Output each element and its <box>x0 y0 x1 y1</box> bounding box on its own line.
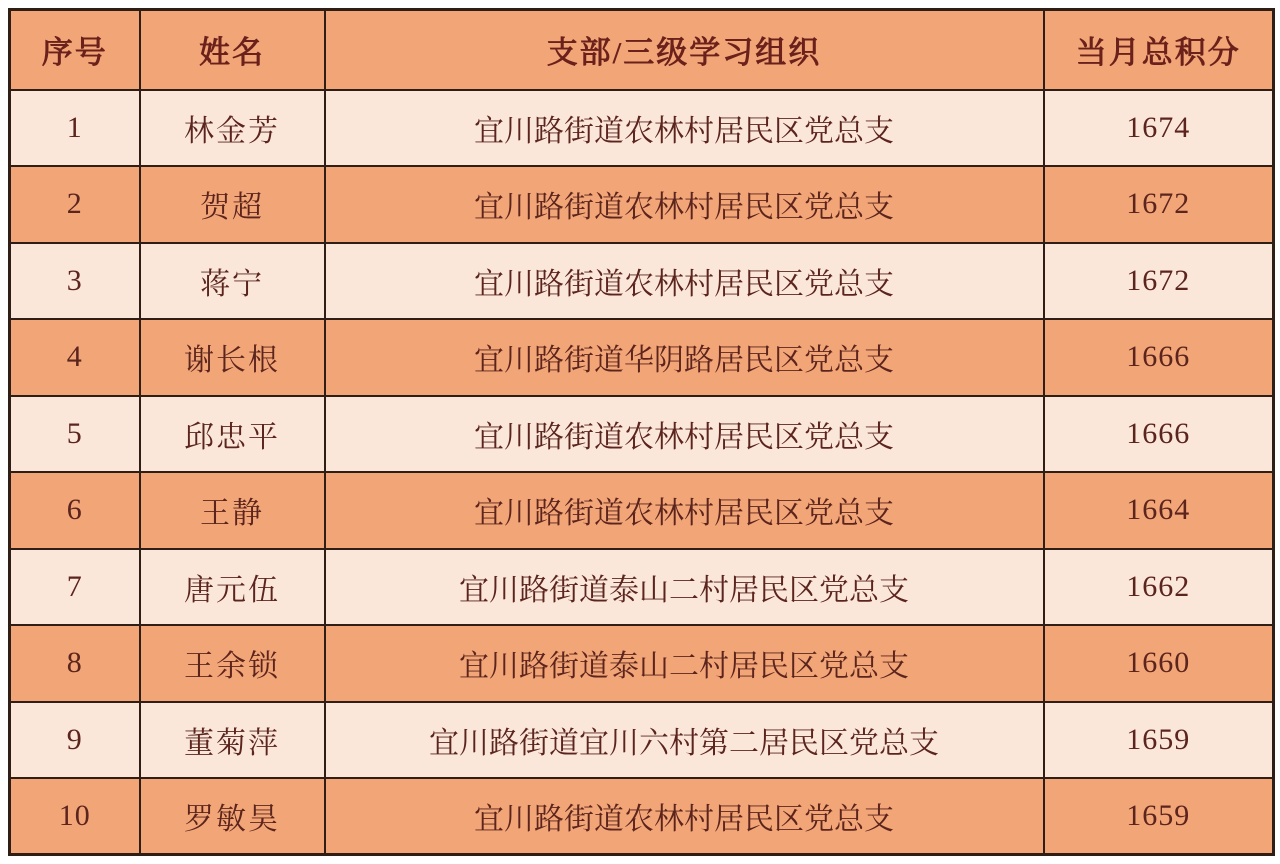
cell-org: 宜川路街道农林村居民区党总支 <box>325 243 1044 320</box>
table-row <box>10 396 1274 473</box>
ranking-table-container <box>8 8 1272 856</box>
table-row <box>10 90 1274 167</box>
cell-score: 1662 <box>1044 549 1274 626</box>
cell-index: 3 <box>10 243 140 320</box>
cell-name: 罗敏昊 <box>140 778 325 855</box>
cell-index: 4 <box>10 319 140 396</box>
cell-index: 1 <box>10 90 140 167</box>
table-row <box>10 472 1274 549</box>
cell-score: 1664 <box>1044 472 1274 549</box>
cell-score: 1672 <box>1044 166 1274 243</box>
cell-name: 唐元伍 <box>140 549 325 626</box>
table-row <box>10 166 1274 243</box>
cell-name: 贺超 <box>140 166 325 243</box>
cell-score: 1659 <box>1044 702 1274 779</box>
cell-org: 宜川路街道农林村居民区党总支 <box>325 166 1044 243</box>
cell-org: 宜川路街道农林村居民区党总支 <box>325 778 1044 855</box>
cell-name: 邱忠平 <box>140 396 325 473</box>
cell-index: 6 <box>10 472 140 549</box>
column-header-score: 当月总积分 <box>1044 10 1274 90</box>
cell-score: 1666 <box>1044 319 1274 396</box>
table-row <box>10 778 1274 855</box>
table-header-row <box>10 10 1274 90</box>
cell-name: 谢长根 <box>140 319 325 396</box>
column-header-index: 序号 <box>10 10 140 90</box>
cell-index: 9 <box>10 702 140 779</box>
cell-org: 宜川路街道农林村居民区党总支 <box>325 90 1044 167</box>
cell-name: 王余锁 <box>140 625 325 702</box>
cell-score: 1659 <box>1044 778 1274 855</box>
cell-name: 林金芳 <box>140 90 325 167</box>
cell-org: 宜川路街道农林村居民区党总支 <box>325 472 1044 549</box>
cell-org: 宜川路街道宜川六村第二居民区党总支 <box>325 702 1044 779</box>
table-row <box>10 243 1274 320</box>
cell-org: 宜川路街道农林村居民区党总支 <box>325 396 1044 473</box>
cell-org: 宜川路街道华阴路居民区党总支 <box>325 319 1044 396</box>
monthly-points-ranking-table <box>8 8 1275 856</box>
table-row <box>10 549 1274 626</box>
cell-index: 7 <box>10 549 140 626</box>
cell-index: 5 <box>10 396 140 473</box>
cell-name: 王静 <box>140 472 325 549</box>
cell-name: 蒋宁 <box>140 243 325 320</box>
cell-score: 1666 <box>1044 396 1274 473</box>
cell-index: 8 <box>10 625 140 702</box>
table-row <box>10 702 1274 779</box>
cell-score: 1672 <box>1044 243 1274 320</box>
table-row <box>10 319 1274 396</box>
column-header-name: 姓名 <box>140 10 325 90</box>
cell-index: 2 <box>10 166 140 243</box>
cell-score: 1660 <box>1044 625 1274 702</box>
cell-score: 1674 <box>1044 90 1274 167</box>
cell-org: 宜川路街道泰山二村居民区党总支 <box>325 549 1044 626</box>
column-header-org: 支部/三级学习组织 <box>325 10 1044 90</box>
cell-index: 10 <box>10 778 140 855</box>
table-row <box>10 625 1274 702</box>
cell-org: 宜川路街道泰山二村居民区党总支 <box>325 625 1044 702</box>
cell-name: 董菊萍 <box>140 702 325 779</box>
